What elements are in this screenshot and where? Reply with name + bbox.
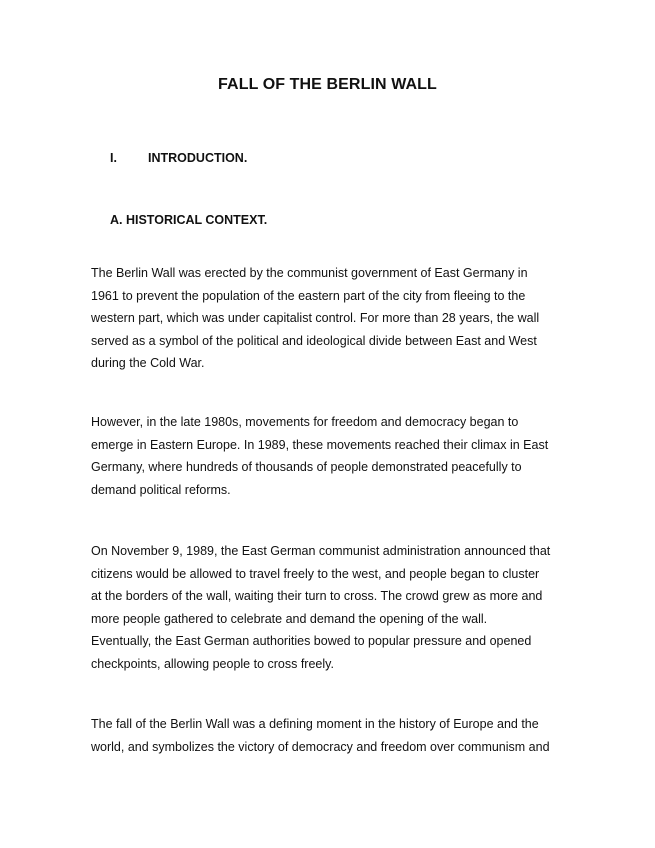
paragraph-line: Germany, where hundreds of thousands of people demonstrated peacefully to	[91, 460, 522, 475]
paragraph-1	[91, 262, 569, 375]
paragraph-line: at the borders of the wall, waiting their turn to cross. The crowd grew as more and	[91, 589, 543, 604]
section-label: INTRODUCTION.	[148, 151, 248, 165]
paragraph-line: The Berlin Wall was erected by the communist government of East Germany in	[91, 266, 528, 280]
paragraph-line: However, in the late 1980s, movements for freedom and democracy began to	[91, 415, 519, 429]
paragraph-line: On November 9, 1989, the East German communist administration announced that	[91, 544, 551, 558]
section-number: I.	[110, 151, 117, 165]
paragraph-line: 1961 to prevent the population of the eastern part of the city from fleeing to the	[91, 288, 526, 303]
subsection-heading: A. HISTORICAL CONTEXT.	[110, 213, 268, 227]
paragraph-line: world, and symbolizes the victory of democracy and freedom over communism and	[91, 739, 550, 754]
paragraph-line: checkpoints, allowing people to cross freely.	[91, 656, 334, 671]
paragraph-line: western part, which was under capitalist control. For more than 28 years, the wall	[91, 311, 540, 326]
paragraph-2	[91, 411, 569, 501]
paragraph-line: more people gathered to celebrate and demand the opening of the wall.	[91, 611, 488, 626]
paragraph-line: The fall of the Berlin Wall was a defining moment in the history of Europe and the	[91, 717, 539, 731]
paragraph-line: emerge in Eastern Europe. In 1989, these movements reached their climax in East	[91, 437, 549, 452]
paragraph-line: citizens would be allowed to travel freely to the west, and people began to cluster	[91, 566, 540, 581]
paragraph-4	[91, 713, 569, 758]
document-title: FALL OF THE BERLIN WALL	[218, 76, 437, 93]
section-heading	[110, 151, 247, 165]
paragraph-line: during the Cold War.	[91, 356, 205, 371]
paragraph-line: served as a symbol of the political and ideological divide between East and West	[91, 333, 537, 348]
paragraph-line: demand political reforms.	[91, 482, 231, 497]
paragraph-3	[91, 540, 569, 676]
paragraph-line: Eventually, the East German authorities bowed to popular pressure and opened	[91, 634, 532, 649]
